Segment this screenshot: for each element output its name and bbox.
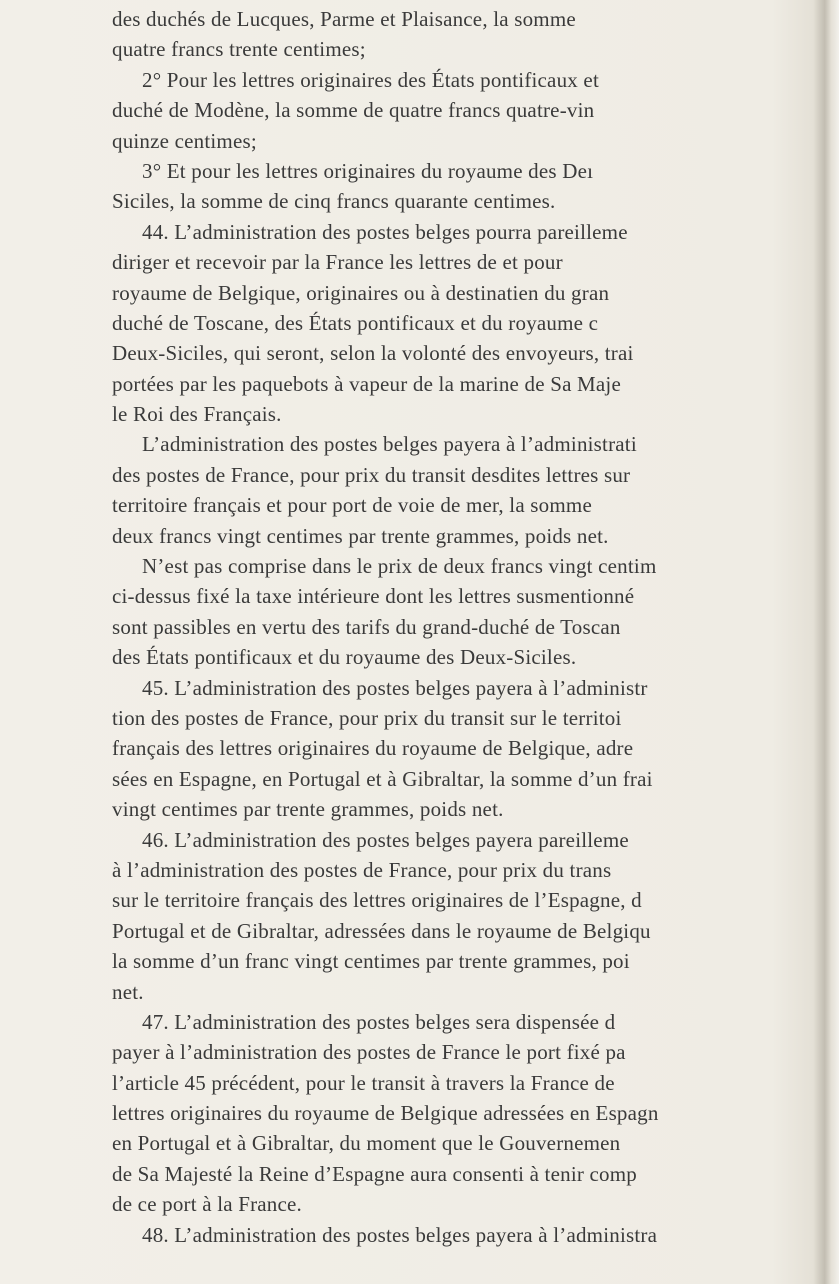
text-line: 46. L’administration des postes belges payera pareilleme [142,827,629,852]
text-line: royaume de Belgique, originaires ou à destinatien du gran [112,280,610,305]
text-line: à l’administration des postes de France, pour prix du trans [112,857,612,882]
text-line: ci-dessus fixé la taxe intérieure dont les lettres susmentionné [112,584,635,609]
text-line: 45. L’administration des postes belges payera à l’administr [142,675,648,700]
text-line: N’est pas comprise dans le prix de deux francs vingt centim [142,554,657,579]
text-line: sur le territoire français des lettres originaires de l’Espagne, d [112,888,642,913]
text-line: 3° Et pour les lettres originaires du royaume des Deı [142,158,594,183]
text-line: de Sa Majesté la Reine d’Espagne aura consenti à tenir comp [112,1161,637,1186]
text-line: net. [112,979,144,1004]
text-line: des postes de France, pour prix du transit desdites lettres sur [112,462,631,487]
text-line: en Portugal et à Gibraltar, du moment que le Gouvernemen [112,1131,621,1156]
text-line: duché de Toscane, des États pontificaux et du royaume c [112,310,599,335]
text-line: des États pontificaux et du royaume des Deux-Siciles. [112,645,577,670]
text-line: la somme d’un franc vingt centimes par trente grammes, poi [112,949,630,974]
text-line: 47. L’administration des postes belges sera dispensée d [142,1009,616,1034]
text-line: quinze centimes; [112,128,257,153]
text-line: territoire français et pour port de voie de mer, la somme [112,493,592,518]
text-line: 48. L’administration des postes belges payera à l’administra [142,1222,658,1247]
text-line: 2° Pour les lettres originaires des États pontificaux et [142,67,599,92]
text-line: tion des postes de France, pour prix du transit sur le territoi [112,705,622,730]
text-line: portées par les paquebots à vapeur de la marine de Sa Maje [112,371,621,396]
text-line: français des lettres originaires du royaume de Belgique, adre [112,736,634,761]
text-line: Siciles, la somme de cinq francs quarante centimes. [112,189,556,214]
text-line: diriger et recevoir par la France les lettres de et pour [112,250,563,275]
text-line: des duchés de Lucques, Parme et Plaisance, la somme [112,7,576,31]
text-line: Portugal et de Gibraltar, adressées dans le royaume de Belgiqu [112,918,651,943]
text-line: le Roi des Français. [112,402,282,427]
text-line: deux francs vingt centimes par trente grammes, poids net. [112,523,609,548]
text-line: de ce port à la France. [112,1192,303,1217]
text-line: payer à l’administration des postes de France le port fixé pa [112,1040,626,1065]
body-text [112,4,822,1280]
text-line: L’administration des postes belges payera à l’administrati [142,432,637,457]
text-line: Deux-Siciles, qui seront, selon la volonté des envoyeurs, trai [112,341,634,366]
text-line: 44. L’administration des postes belges pourra pareilleme [142,219,628,244]
text-line: sées en Espagne, en Portugal et à Gibraltar, la somme d’un frai [112,766,653,791]
text-line: duché de Modène, la somme de quatre francs quatre-vin [112,98,595,123]
text-line: quatre francs trente centimes; [112,37,366,62]
text-line: lettres originaires du royaume de Belgique adressées en Espagn [112,1101,659,1126]
text-line: sont passibles en vertu des tarifs du grand-duché de Toscan [112,614,621,639]
text-line: vingt centimes par trente grammes, poids net. [112,797,504,822]
text-line: l’article 45 précédent, pour le transit à travers la France de [112,1070,615,1095]
